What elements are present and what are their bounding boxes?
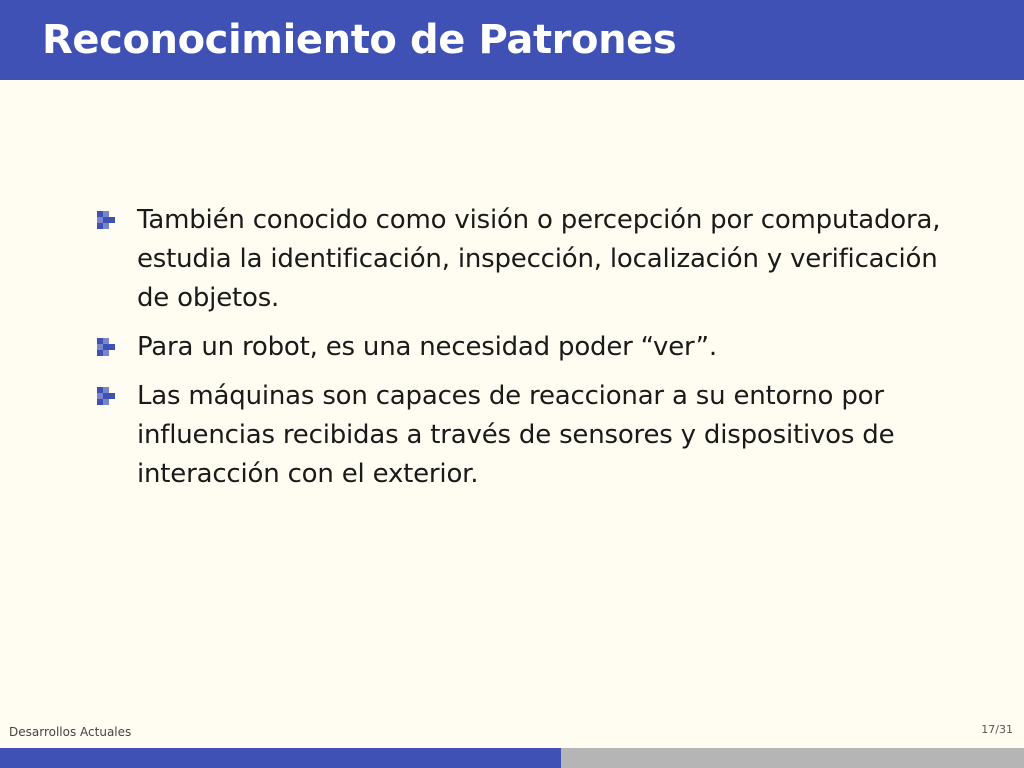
checker-square-icon: [97, 338, 115, 356]
bullet-item: [96, 377, 956, 494]
progress-bar: [0, 748, 1024, 768]
page-number: 17/31: [981, 723, 1013, 736]
checker-square-icon: [97, 387, 115, 405]
bullet-list: [96, 201, 956, 504]
slide-title: Reconocimiento de Patrones: [42, 17, 677, 63]
bullet-text: Las máquinas son capaces de reaccionar a su entorno por influencias recibidas a través de sensores y dispositivos de interacción con el exterior.: [137, 381, 895, 489]
bullet-item: [96, 201, 956, 318]
slide-header: [0, 0, 1024, 80]
progress-fill: [0, 748, 561, 768]
bullet-text: Para un robot, es una necesidad poder “ver”.: [137, 332, 717, 362]
bullet-text: También conocido como visión o percepción por computadora, estudia la identificación, inspección, localización y verificación de objetos.: [137, 205, 941, 313]
checker-square-icon: [97, 211, 115, 229]
footer-section-label: Desarrollos Actuales: [9, 725, 132, 739]
bullet-item: [96, 328, 956, 367]
